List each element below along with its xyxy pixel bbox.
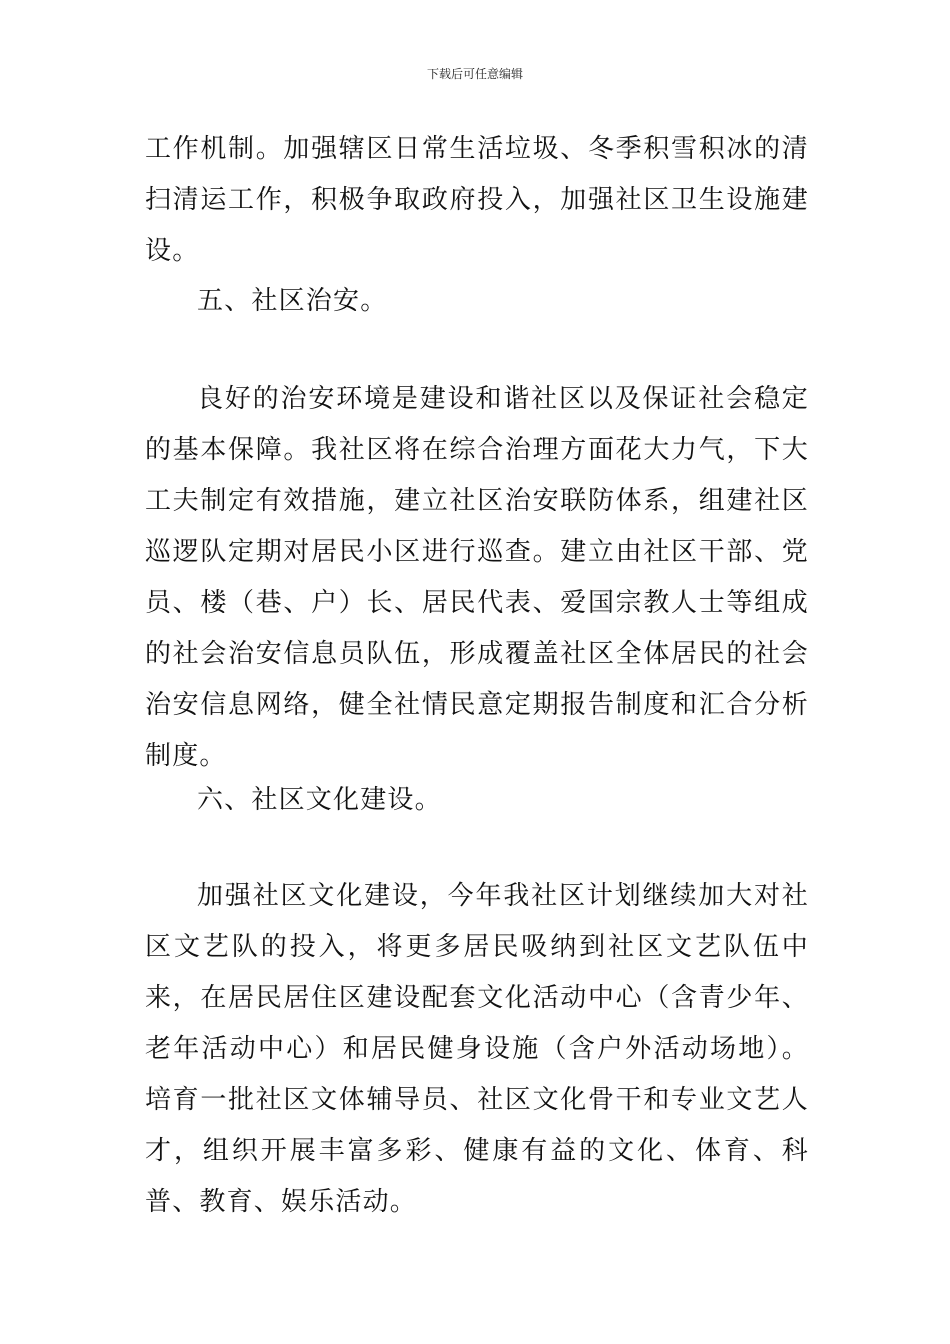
section-heading-culture: 六、社区文化建设。 [197, 785, 442, 815]
paragraph-culture: 加强社区文化建设，今年我社区计划继续加大对社区文艺队的投入，将更多居民吸纳到社区文艺队伍中来，在居民居住区建设配套文化活动中心（含青少年、老年活动中心）和居民健身设施（含户外活动场地）。培育一批社区文体辅导员、社区文化骨干和专业文艺人才，组织开展丰富多彩、健康有益的文化、体育、科普、教育、娱乐活动。 [145, 881, 809, 1217]
paragraph-continuation: 工作机制。加强辖区日常生活垃圾、冬季积雪积冰的清扫清运工作，积极争取政府投入，加强社区卫生设施建设。 [145, 134, 809, 266]
paragraph-public-security: 良好的治安环境是建设和谐社区以及保证社会稳定的基本保障。我社区将在综合治理方面花大力气，下大工夫制定有效措施，建立社区治安联防体系，组建社区巡逻队定期对居民小区进行巡查。建立由社区干部、党员、楼（巷、户）长、居民代表、爱国宗教人士等组成的社会治安信息员队伍，形成覆盖社区全体居民的社会治安信息网络，健全社情民意定期报告制度和汇合分析制度。 [145, 384, 809, 771]
section-heading-public-security: 五、社区治安。 [197, 286, 388, 316]
page-header: 下载后可任意编辑 [426, 67, 523, 81]
